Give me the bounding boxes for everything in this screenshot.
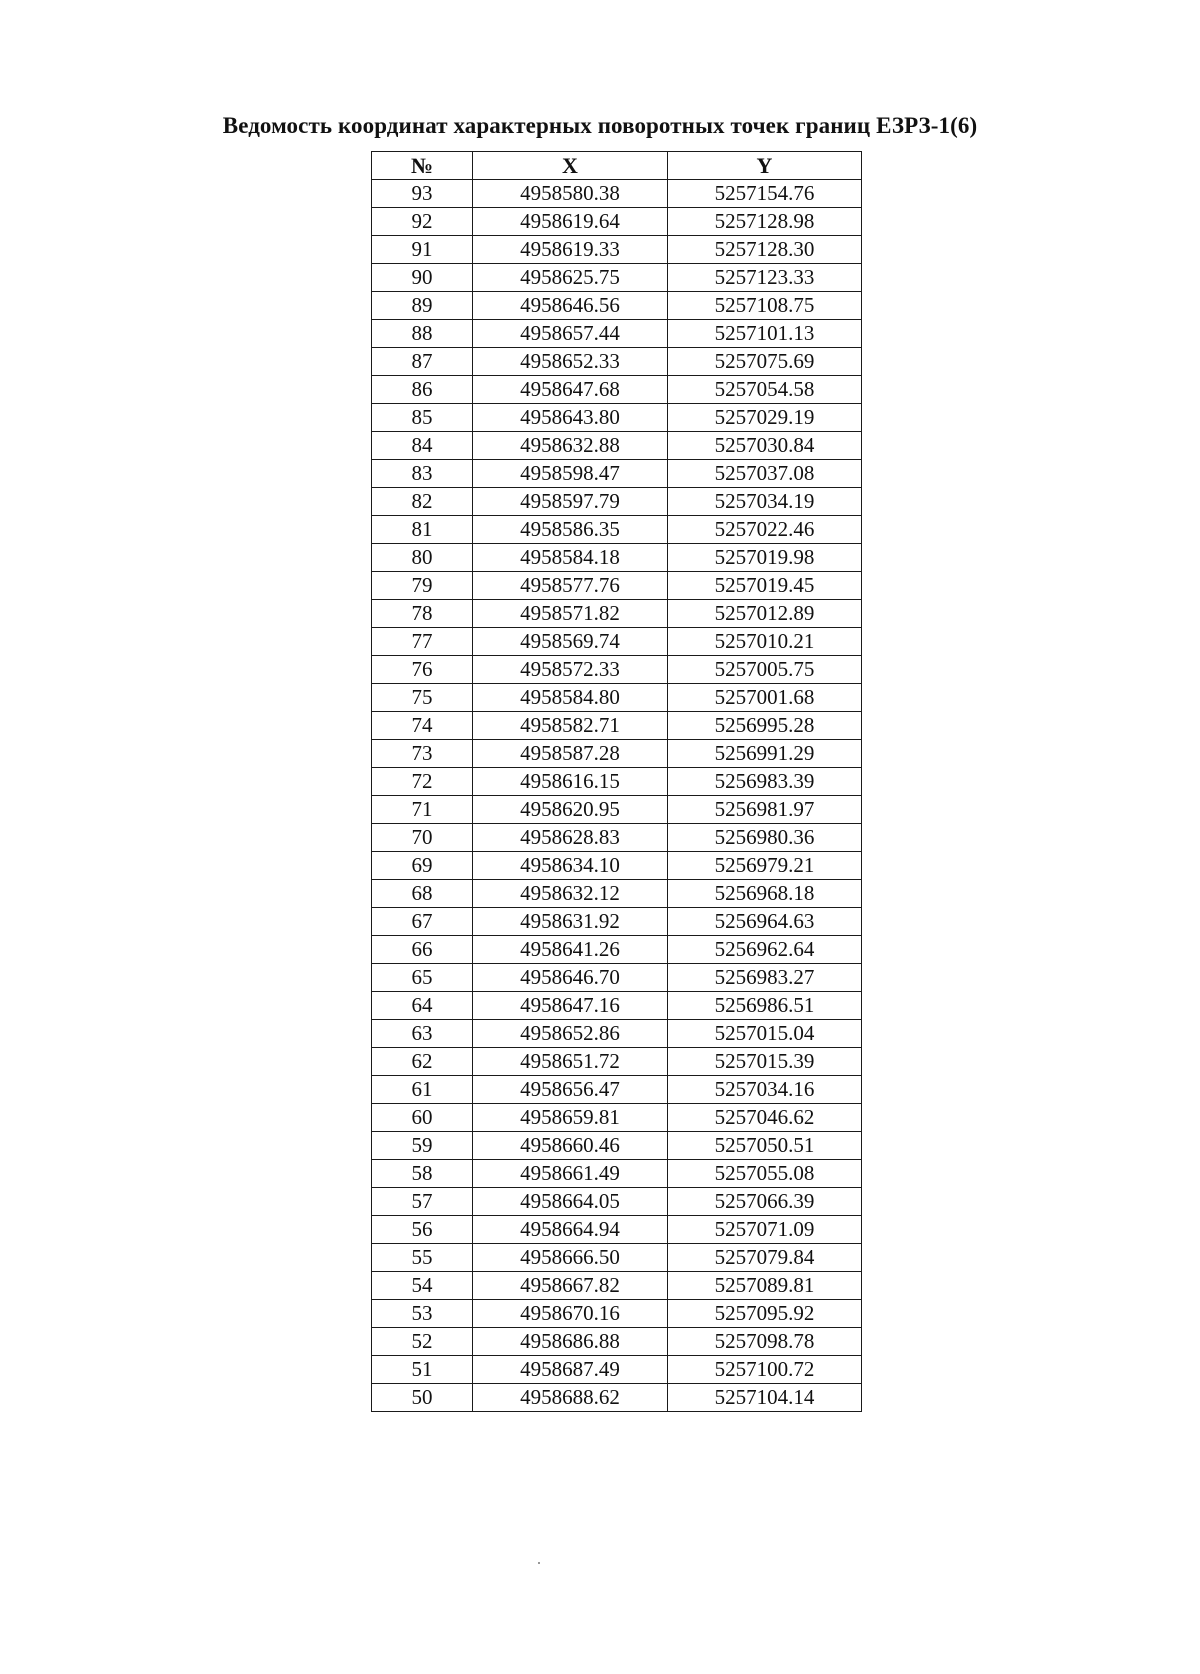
table-row bbox=[372, 936, 862, 964]
x-coordinate-cell: 4958625.75 bbox=[473, 264, 668, 292]
y-coordinate-cell: 5256983.27 bbox=[668, 964, 862, 992]
x-coordinate-cell: 4958587.28 bbox=[473, 740, 668, 768]
y-coordinate-cell: 5256991.29 bbox=[668, 740, 862, 768]
x-coordinate-cell: 4958634.10 bbox=[473, 852, 668, 880]
table-row bbox=[372, 292, 862, 320]
x-coordinate-cell: 4958657.44 bbox=[473, 320, 668, 348]
y-coordinate-cell: 5256983.39 bbox=[668, 768, 862, 796]
x-coordinate-cell: 4958641.26 bbox=[473, 936, 668, 964]
table-header bbox=[372, 152, 862, 180]
x-coordinate-cell: 4958632.88 bbox=[473, 432, 668, 460]
point-number-cell: 62 bbox=[372, 1048, 473, 1076]
y-coordinate-cell: 5257029.19 bbox=[668, 404, 862, 432]
y-coordinate-cell: 5257022.46 bbox=[668, 516, 862, 544]
x-coordinate-cell: 4958572.33 bbox=[473, 656, 668, 684]
x-coordinate-cell: 4958580.38 bbox=[473, 180, 668, 208]
x-coordinate-cell: 4958569.74 bbox=[473, 628, 668, 656]
point-number-cell: 89 bbox=[372, 292, 473, 320]
table-row bbox=[372, 348, 862, 376]
point-number-cell: 87 bbox=[372, 348, 473, 376]
table-row bbox=[372, 320, 862, 348]
y-coordinate-cell: 5257001.68 bbox=[668, 684, 862, 712]
point-number-cell: 52 bbox=[372, 1328, 473, 1356]
x-coordinate-cell: 4958652.86 bbox=[473, 1020, 668, 1048]
x-coordinate-cell: 4958667.82 bbox=[473, 1272, 668, 1300]
point-number-cell: 82 bbox=[372, 488, 473, 516]
y-coordinate-cell: 5257015.39 bbox=[668, 1048, 862, 1076]
table-row bbox=[372, 796, 862, 824]
x-coordinate-cell: 4958597.79 bbox=[473, 488, 668, 516]
table-row bbox=[372, 1132, 862, 1160]
table-row bbox=[372, 1020, 862, 1048]
point-number-cell: 77 bbox=[372, 628, 473, 656]
x-coordinate-cell: 4958651.72 bbox=[473, 1048, 668, 1076]
y-coordinate-cell: 5257098.78 bbox=[668, 1328, 862, 1356]
table-row bbox=[372, 488, 862, 516]
header-number: № bbox=[372, 152, 473, 180]
point-number-cell: 85 bbox=[372, 404, 473, 432]
document-title: Ведомость координат характерных поворотных точек границ ЕЗРЗ-1(6) bbox=[222, 113, 978, 138]
point-number-cell: 63 bbox=[372, 1020, 473, 1048]
y-coordinate-cell: 5257019.45 bbox=[668, 572, 862, 600]
scan-speck bbox=[538, 1562, 540, 1564]
point-number-cell: 88 bbox=[372, 320, 473, 348]
table-row bbox=[372, 544, 862, 572]
x-coordinate-cell: 4958619.64 bbox=[473, 208, 668, 236]
header-x: X bbox=[473, 152, 668, 180]
x-coordinate-cell: 4958659.81 bbox=[473, 1104, 668, 1132]
y-coordinate-cell: 5257030.84 bbox=[668, 432, 862, 460]
point-number-cell: 64 bbox=[372, 992, 473, 1020]
point-number-cell: 58 bbox=[372, 1160, 473, 1188]
point-number-cell: 65 bbox=[372, 964, 473, 992]
header-y: Y bbox=[668, 152, 862, 180]
x-coordinate-cell: 4958647.68 bbox=[473, 376, 668, 404]
x-coordinate-cell: 4958631.92 bbox=[473, 908, 668, 936]
y-coordinate-cell: 5257010.21 bbox=[668, 628, 862, 656]
x-coordinate-cell: 4958660.46 bbox=[473, 1132, 668, 1160]
y-coordinate-cell: 5256968.18 bbox=[668, 880, 862, 908]
y-coordinate-cell: 5257128.30 bbox=[668, 236, 862, 264]
y-coordinate-cell: 5257037.08 bbox=[668, 460, 862, 488]
point-number-cell: 86 bbox=[372, 376, 473, 404]
point-number-cell: 57 bbox=[372, 1188, 473, 1216]
table-row bbox=[372, 1188, 862, 1216]
x-coordinate-cell: 4958628.83 bbox=[473, 824, 668, 852]
x-coordinate-cell: 4958666.50 bbox=[473, 1244, 668, 1272]
y-coordinate-cell: 5257108.75 bbox=[668, 292, 862, 320]
table-row bbox=[372, 600, 862, 628]
x-coordinate-cell: 4958656.47 bbox=[473, 1076, 668, 1104]
point-number-cell: 80 bbox=[372, 544, 473, 572]
y-coordinate-cell: 5257012.89 bbox=[668, 600, 862, 628]
table-row bbox=[372, 880, 862, 908]
x-coordinate-cell: 4958652.33 bbox=[473, 348, 668, 376]
point-number-cell: 72 bbox=[372, 768, 473, 796]
point-number-cell: 59 bbox=[372, 1132, 473, 1160]
point-number-cell: 79 bbox=[372, 572, 473, 600]
y-coordinate-cell: 5256995.28 bbox=[668, 712, 862, 740]
point-number-cell: 91 bbox=[372, 236, 473, 264]
point-number-cell: 90 bbox=[372, 264, 473, 292]
table-row bbox=[372, 264, 862, 292]
x-coordinate-cell: 4958598.47 bbox=[473, 460, 668, 488]
table-row bbox=[372, 1356, 862, 1384]
y-coordinate-cell: 5256964.63 bbox=[668, 908, 862, 936]
table-row bbox=[372, 992, 862, 1020]
table-row bbox=[372, 1076, 862, 1104]
table-header-row bbox=[372, 152, 862, 180]
point-number-cell: 60 bbox=[372, 1104, 473, 1132]
x-coordinate-cell: 4958686.88 bbox=[473, 1328, 668, 1356]
y-coordinate-cell: 5257054.58 bbox=[668, 376, 862, 404]
point-number-cell: 70 bbox=[372, 824, 473, 852]
y-coordinate-cell: 5257046.62 bbox=[668, 1104, 862, 1132]
y-coordinate-cell: 5256979.21 bbox=[668, 852, 862, 880]
x-coordinate-cell: 4958584.80 bbox=[473, 684, 668, 712]
y-coordinate-cell: 5257034.16 bbox=[668, 1076, 862, 1104]
table-row bbox=[372, 376, 862, 404]
x-coordinate-cell: 4958647.16 bbox=[473, 992, 668, 1020]
table-row bbox=[372, 1160, 862, 1188]
table-row bbox=[372, 628, 862, 656]
table-row bbox=[372, 824, 862, 852]
point-number-cell: 93 bbox=[372, 180, 473, 208]
table-row bbox=[372, 516, 862, 544]
table-row bbox=[372, 1272, 862, 1300]
point-number-cell: 75 bbox=[372, 684, 473, 712]
x-coordinate-cell: 4958582.71 bbox=[473, 712, 668, 740]
x-coordinate-cell: 4958664.94 bbox=[473, 1216, 668, 1244]
table-row bbox=[372, 1328, 862, 1356]
y-coordinate-cell: 5257100.72 bbox=[668, 1356, 862, 1384]
y-coordinate-cell: 5257104.14 bbox=[668, 1384, 862, 1412]
table-row bbox=[372, 208, 862, 236]
y-coordinate-cell: 5257095.92 bbox=[668, 1300, 862, 1328]
y-coordinate-cell: 5257101.13 bbox=[668, 320, 862, 348]
x-coordinate-cell: 4958571.82 bbox=[473, 600, 668, 628]
x-coordinate-cell: 4958643.80 bbox=[473, 404, 668, 432]
y-coordinate-cell: 5257066.39 bbox=[668, 1188, 862, 1216]
x-coordinate-cell: 4958586.35 bbox=[473, 516, 668, 544]
table-row bbox=[372, 1104, 862, 1132]
x-coordinate-cell: 4958646.56 bbox=[473, 292, 668, 320]
table-row bbox=[372, 712, 862, 740]
x-coordinate-cell: 4958577.76 bbox=[473, 572, 668, 600]
x-coordinate-cell: 4958661.49 bbox=[473, 1160, 668, 1188]
y-coordinate-cell: 5257005.75 bbox=[668, 656, 862, 684]
table-row bbox=[372, 460, 862, 488]
y-coordinate-cell: 5257034.19 bbox=[668, 488, 862, 516]
table-row bbox=[372, 1300, 862, 1328]
y-coordinate-cell: 5257128.98 bbox=[668, 208, 862, 236]
table-row bbox=[372, 908, 862, 936]
y-coordinate-cell: 5256962.64 bbox=[668, 936, 862, 964]
table-row bbox=[372, 852, 862, 880]
y-coordinate-cell: 5257079.84 bbox=[668, 1244, 862, 1272]
table-row bbox=[372, 432, 862, 460]
y-coordinate-cell: 5257071.09 bbox=[668, 1216, 862, 1244]
y-coordinate-cell: 5256980.36 bbox=[668, 824, 862, 852]
x-coordinate-cell: 4958688.62 bbox=[473, 1384, 668, 1412]
table-row bbox=[372, 1244, 862, 1272]
table-row bbox=[372, 236, 862, 264]
y-coordinate-cell: 5257055.08 bbox=[668, 1160, 862, 1188]
table-row bbox=[372, 1048, 862, 1076]
table-row bbox=[372, 684, 862, 712]
table-row bbox=[372, 572, 862, 600]
x-coordinate-cell: 4958670.16 bbox=[473, 1300, 668, 1328]
x-coordinate-cell: 4958616.15 bbox=[473, 768, 668, 796]
table-body bbox=[372, 180, 862, 1412]
y-coordinate-cell: 5257050.51 bbox=[668, 1132, 862, 1160]
x-coordinate-cell: 4958584.18 bbox=[473, 544, 668, 572]
point-number-cell: 53 bbox=[372, 1300, 473, 1328]
point-number-cell: 56 bbox=[372, 1216, 473, 1244]
point-number-cell: 81 bbox=[372, 516, 473, 544]
point-number-cell: 66 bbox=[372, 936, 473, 964]
point-number-cell: 61 bbox=[372, 1076, 473, 1104]
table-row bbox=[372, 1216, 862, 1244]
point-number-cell: 71 bbox=[372, 796, 473, 824]
point-number-cell: 69 bbox=[372, 852, 473, 880]
x-coordinate-cell: 4958619.33 bbox=[473, 236, 668, 264]
x-coordinate-cell: 4958664.05 bbox=[473, 1188, 668, 1216]
table-row bbox=[372, 740, 862, 768]
point-number-cell: 54 bbox=[372, 1272, 473, 1300]
y-coordinate-cell: 5257075.69 bbox=[668, 348, 862, 376]
y-coordinate-cell: 5256981.97 bbox=[668, 796, 862, 824]
point-number-cell: 83 bbox=[372, 460, 473, 488]
table-row bbox=[372, 768, 862, 796]
point-number-cell: 74 bbox=[372, 712, 473, 740]
x-coordinate-cell: 4958646.70 bbox=[473, 964, 668, 992]
y-coordinate-cell: 5257089.81 bbox=[668, 1272, 862, 1300]
point-number-cell: 51 bbox=[372, 1356, 473, 1384]
point-number-cell: 67 bbox=[372, 908, 473, 936]
point-number-cell: 73 bbox=[372, 740, 473, 768]
point-number-cell: 84 bbox=[372, 432, 473, 460]
table-row bbox=[372, 1384, 862, 1412]
y-coordinate-cell: 5256986.51 bbox=[668, 992, 862, 1020]
x-coordinate-cell: 4958632.12 bbox=[473, 880, 668, 908]
point-number-cell: 76 bbox=[372, 656, 473, 684]
table-row bbox=[372, 656, 862, 684]
x-coordinate-cell: 4958620.95 bbox=[473, 796, 668, 824]
coordinates-table bbox=[371, 151, 862, 1412]
point-number-cell: 68 bbox=[372, 880, 473, 908]
table-row bbox=[372, 404, 862, 432]
y-coordinate-cell: 5257123.33 bbox=[668, 264, 862, 292]
point-number-cell: 50 bbox=[372, 1384, 473, 1412]
y-coordinate-cell: 5257019.98 bbox=[668, 544, 862, 572]
y-coordinate-cell: 5257154.76 bbox=[668, 180, 862, 208]
table-row bbox=[372, 180, 862, 208]
y-coordinate-cell: 5257015.04 bbox=[668, 1020, 862, 1048]
table-row bbox=[372, 964, 862, 992]
x-coordinate-cell: 4958687.49 bbox=[473, 1356, 668, 1384]
point-number-cell: 55 bbox=[372, 1244, 473, 1272]
point-number-cell: 78 bbox=[372, 600, 473, 628]
point-number-cell: 92 bbox=[372, 208, 473, 236]
